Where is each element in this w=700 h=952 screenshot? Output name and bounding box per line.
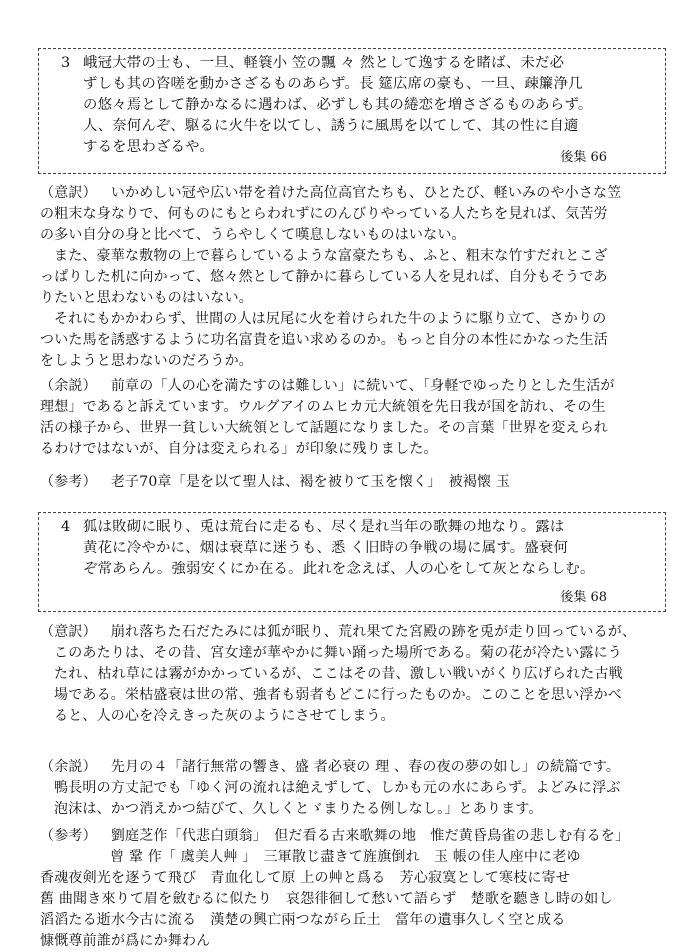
paragraph-line: 場である。栄枯盛衰は世の常、強者も弱者もどこに行ったものか。このことを思い浮かべ xyxy=(54,687,622,703)
paragraph-line: 前章の「人の心を満たすのは難しい」に続いて、「身軽でゆったりとした生活が xyxy=(110,378,615,394)
paragraph-line: ついた馬を誘惑するように功名富貴を追い求めるのか。もっと自分の本性にかなった生活 xyxy=(40,332,608,348)
paragraph-line: の多い自分の身と比べて、うらやしくて嘆息しないものはいない。 xyxy=(40,227,466,243)
poem-line: 曾 鞏 作「 虞美人艸 」 三軍散じ盡きて旌旗倒れ 玉 帳の佳人座中に老ゆ xyxy=(110,849,581,865)
paragraph-line: このあたりは、その昔、宮女達が華やかに舞い踊った場所である。菊の花が冷たい露にう xyxy=(54,645,622,661)
paragraph-line: 泡沫は、かつ消えかつ結びて、久しくとゞまりたる例しなし。」とあります。 xyxy=(54,801,543,817)
poem-line: 舊 曲聞き來りて眉を斂むるに似たり 哀怨徘徊して愁いて語らず 楚歌を聽きし時の如し xyxy=(40,891,613,907)
paragraph-line: 鴨長明の方丈記でも「ゆく河の流れは絶えずして、しかも元の水にあらず。よどみに浮ぶ xyxy=(54,780,621,796)
paragraph-line: たれ、枯れ草には霧がかかっているが、ここはその昔、激しい戦いがくり広げられた古戦 xyxy=(54,666,623,682)
passage-line: ぞ常あらん。強弱安くにか在る。此れを念えば、人の心をして灰とならしむ。 xyxy=(83,561,595,577)
poem-line: 香魂夜剣光を逐うて飛び 青血化して原 上の艸と爲る 芳心寂寞として寒枝に寄せ xyxy=(40,870,571,886)
translation-section xyxy=(40,622,670,727)
passage-number: 4 xyxy=(61,519,71,535)
paragraph-line: いかめしい冠や広い帯を着けた高位高官たちも、ひとたび、軽いみのや小さな笠 xyxy=(110,185,622,201)
section-label: （余説） xyxy=(40,378,97,394)
paragraph-line: ると、人の心を冷えきった灰のようにさせてしまう。 xyxy=(54,708,395,724)
passage-line: ずしも其の咨嗟を動かさざるものあらず。長 筵広席の豪も、一旦、疎簾浄几 xyxy=(83,76,583,92)
paragraph-line: をしようと思わないのだろうか。 xyxy=(40,353,253,369)
paragraph-line: 理想」であると訴えています。ウルグアイのムヒカ元大統領を先日我が国を訪れ、その生 xyxy=(40,399,606,415)
passage-box-3 xyxy=(38,48,666,174)
section-label: （意訳） xyxy=(40,624,97,640)
paragraph-line: りたいと思わないものはいない。 xyxy=(40,290,253,306)
paragraph-line: 活の様子から、世界一貧しい大統領として話題になりました。その言葉「世界を変えられ xyxy=(40,420,608,436)
passage-line: するを思わざるや。 xyxy=(83,139,215,155)
passage-line: の悠々焉として静かなるに遇わば、必ずしも其の綣恋を増さざるものあらず。 xyxy=(83,97,593,113)
poem-line: 滔滔たる逝水今古に流る 漢楚の興亡兩つながら丘土 當年の遺事久しく空と成る xyxy=(40,912,566,928)
section-label: （参考） xyxy=(40,828,97,844)
commentary-section xyxy=(40,376,670,460)
passage-box-4 xyxy=(38,512,666,612)
poem-line: 劉庭芝作「代悲白頭翁」 但だ看る古来歌舞の地 惟だ黄昏鳥雀の悲しむ有るを」 xyxy=(110,828,630,844)
poem-line: 慷慨尊前誰が爲にか舞わん xyxy=(40,933,211,949)
passage-line: 3 峨冠大帯の士も、一旦、軽簑小 笠の飄 々 然として逸するを睹ば、未だ必 xyxy=(61,53,649,74)
paragraph-line: 崩れ落ちた石だたみには狐が眠り、荒れ果てた宮殿の跡を兎が走り回っているが、 xyxy=(110,624,637,640)
paragraph-line: それにもかかわらず、世間の人は尻尾に火を着けられた牛のように駆り立て、さかりの xyxy=(54,311,607,327)
translation-section xyxy=(40,183,670,372)
commentary-section xyxy=(40,757,670,820)
section-label: （意訳） xyxy=(40,185,97,201)
paragraph-line: るわけではないが、自分は変えられる」が印象に残りました。 xyxy=(40,441,438,457)
reference-section xyxy=(40,472,670,493)
paragraph-line: っぱりした机に向かって、悠々然として静かに暮らしている人を見れば、自分もそうであ xyxy=(40,269,608,285)
section-label: （参考） xyxy=(40,474,97,490)
section-label: （余説） xyxy=(40,759,97,775)
passage-number: 3 xyxy=(61,55,71,71)
reference-section xyxy=(40,826,670,952)
passage-line: 黄花に冷やかに、烟は衰草に迷うも、悉 く旧時の争戦の場に属す。盛衰何 xyxy=(83,540,569,556)
reference-text: 老子70章「是を以て聖人は、褐を被りて玉を懐く」 被褐懐 玉 xyxy=(110,474,511,490)
source-label: 後集 68 xyxy=(560,590,607,605)
paragraph-line: また、豪華な敷物の上で暮らしているような富豪たちも、ふと、粗末な竹すだれとこざ xyxy=(54,248,608,264)
passage-line: 人、奈何んぞ、駆るに火牛を以てし、誘うに風馬を以てして、其の性に自適 xyxy=(83,118,579,134)
paragraph-line: の粗末な身なりで、何ものにもとらわれずにのんびりやっている人たちを見れば、気苦労 xyxy=(40,206,608,222)
passage-line: 4 狐は敗砌に眠り、兎は荒台に走るも、尽く是れ当年の歌舞の地なり。露は xyxy=(61,517,649,538)
source-label: 後集 66 xyxy=(560,150,607,165)
paragraph-line: 先月の４「諸行無常の響き、盛 者必衰の 理 、春の夜の夢の如し」の続篇です。 xyxy=(110,759,621,775)
